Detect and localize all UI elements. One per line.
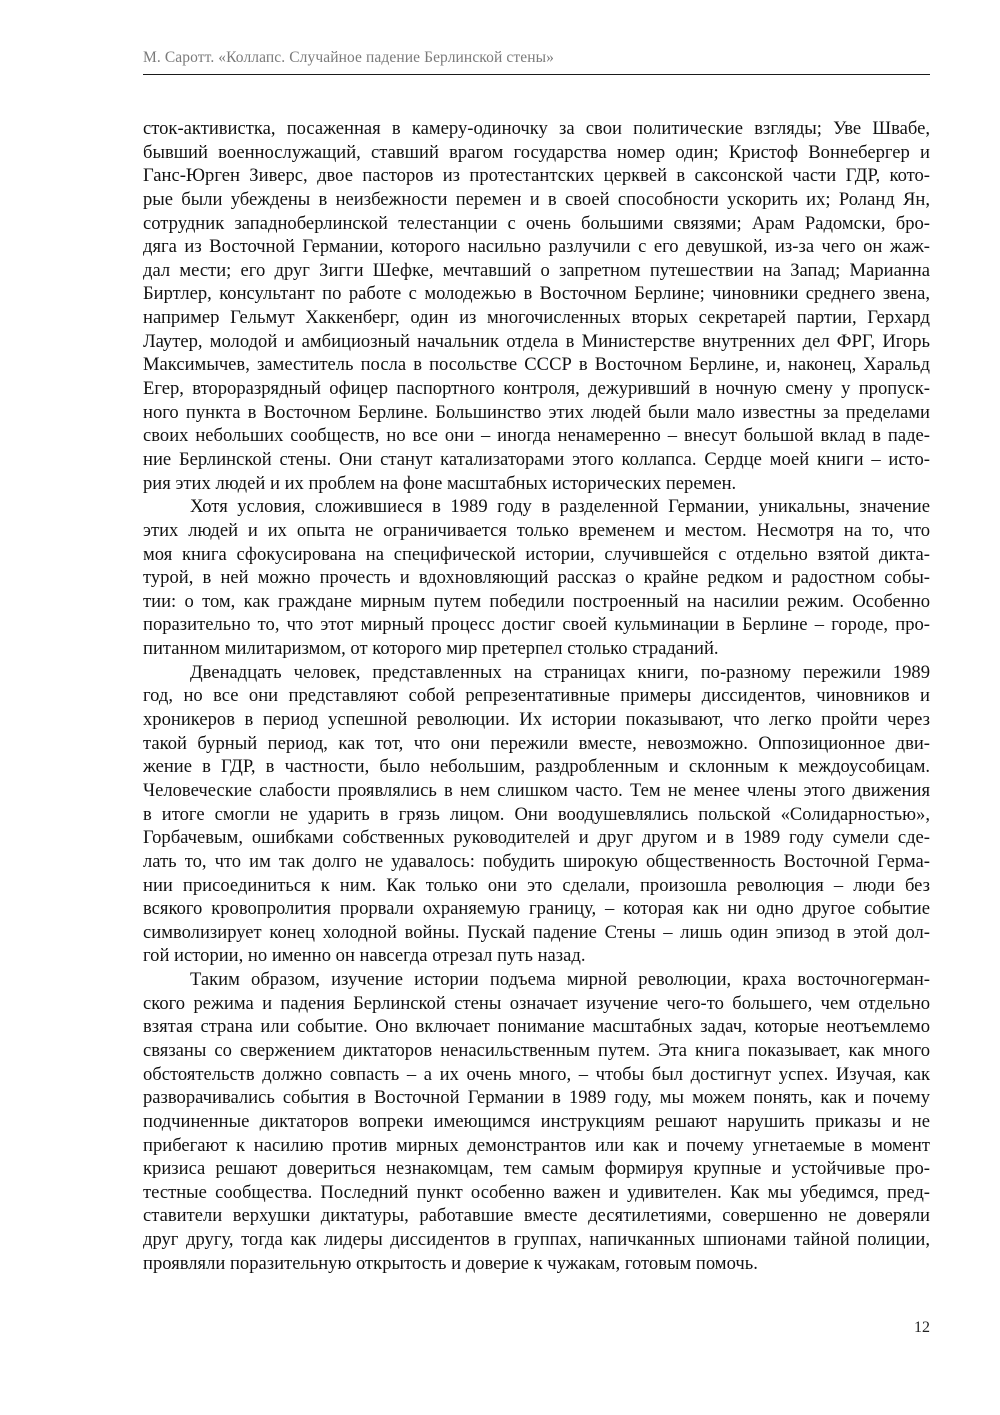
text-line: ние Берлинской стены. Они станут катализаторами этого коллапса. Сердце моей книги – исто- (143, 448, 930, 470)
text-line: прибегают к насилию против мирных демонстрантов или как и почему угнетаемые в момент (143, 1134, 930, 1156)
text-line: жение в ГДР, в частности, было небольшим, раздробленным и склонным к междоусобицам. (143, 756, 930, 778)
paragraph (143, 495, 930, 660)
text-line: бывший военнослужащий, ставший врагом государства номер один; Кристоф Воннебергер и (143, 141, 930, 163)
text-line: друг другу, тогда как лидеры диссидентов в группах, напичканных шпионами тайной полиции, (143, 1229, 930, 1251)
text-line: рия этих людей и их проблем на фоне масштабных исторических перемен. (143, 472, 737, 494)
paragraph (143, 661, 930, 968)
text-line: разворачивались события в Восточной Германии в 1989 году, мы можем понять, как и почему (143, 1087, 930, 1109)
text-line: Максимычев, заместитель посла в посольстве СССР в Восточном Берлине, и, наконец, Харальд (143, 354, 930, 376)
text-line: кризиса решают довериться незнакомцам, тем самым формируя крупные и устойчивые про- (143, 1158, 930, 1180)
text-line: гой истории, но именно он навсегда отрезал путь назад. (143, 945, 586, 967)
text-line: Двенадцать человек, представленных на страницах книги, по-разному пережили 1989 (190, 661, 930, 683)
text-line: своих небольших сообществ, но все они – иногда ненамеренно – внесут большой вклад в паде- (143, 425, 930, 447)
text-line: обстоятельств должно совпасть – а их очень много, – чтобы был достигнут успех. Изучая, как (143, 1063, 930, 1085)
page-number: 12 (914, 1319, 930, 1336)
text-line: например Гельмут Хаккенберг, один из многочисленных вторых секретарей партии, Герхард (143, 307, 930, 329)
text-line: моя книга сфокусирована на специфической истории, случившейся с отдельно взятой дикта- (143, 543, 930, 565)
text-line: дал мести; его друг Зигги Шефке, мечтавший о запретном путешествии на Запад; Марианна (143, 259, 930, 281)
text-line: Горбачевым, ошибками собственных руководителей и друг другом и в 1989 году сумели сде- (143, 827, 930, 849)
text-line: тестные сообщества. Последний пункт особенно важен и удивителен. Как мы убедимся, пред- (143, 1181, 930, 1203)
text-line: Лаутер, молодой и амбициозный начальник отдела в Министерстве внутренних дел ФРГ, Игорь (143, 330, 930, 352)
text-line: всякого кровопролития прорвали охраняемую границу, – которая как ни одно другое событие (143, 898, 930, 920)
text-line: ставители верхушки диктатуры, работавшие вместе десятилетиями, совершенно не доверяли (143, 1205, 930, 1227)
text-line: рые были убеждены в неизбежности перемен и в своей способности ускорить их; Роланд Ян, (143, 188, 930, 210)
text-line: этих людей и их опыта не ограничивается только временем и местом. Несмотря на то, что (143, 519, 930, 541)
text-line: Ганс-Юрген Зиверс, двое пасторов из протестантских церквей в саксонской части ГДР, кото- (143, 165, 930, 187)
paragraph (143, 117, 930, 495)
body-text (143, 117, 930, 1275)
text-line: Егер, второразрядный офицер паспортного контроля, дежуривший в ночную смену у пропуск- (143, 378, 930, 400)
text-line: Хотя условия, сложившиеся в 1989 году в разделенной Германии, уникальны, значение (190, 496, 930, 518)
text-line: хроникеров в период успешной революции. Их истории показывают, что легко пройти через (143, 709, 930, 731)
text-line: нии присоединиться к ним. Как только они это сделали, произошла революция – люди без (143, 874, 930, 896)
text-line: лать то, что им так долго не удавалось: побудить широкую общественность Восточной Герма- (143, 850, 930, 872)
text-line: поразительно то, что этот мирный процесс достиг своей кульминации в Берлине – городе, про- (143, 614, 930, 636)
text-line: сток-активистка, посаженная в камеру-одиночку за свои политические взгляды; Уве Швабе, (143, 118, 930, 139)
text-line: Человеческие слабости проявлялись в нем слишком часто. Тем не менее члены этого движения (143, 779, 930, 801)
text-line: турой, в ней можно прочесть и вдохновляющий рассказ о крайне редком и радостном собы- (143, 567, 930, 589)
paragraph (143, 968, 930, 1275)
text-line: год, но все они представляют собой репрезентативные примеры диссидентов, чиновников и (143, 685, 930, 707)
text-line: тии: о том, как граждане мирным путем победили построенный на насилии режим. Особенно (143, 590, 930, 612)
text-line: питанном милитаризмом, от которого мир претерпел столько страданий. (143, 638, 719, 660)
text-line: Биртлер, консультант по работе с молодежью в Восточном Берлине; чиновники среднего звена, (143, 283, 930, 305)
text-line: взятая страна или событие. Оно включает понимание масштабных задач, которые неотъемлемо (143, 1016, 930, 1038)
text-line: сотрудник западноберлинской телестанции с очень большими связями; Арам Радомски, бро- (143, 212, 930, 234)
text-line: символизирует конец холодной войны. Пускай падение Стены – лишь один эпизод в этой дол- (143, 921, 930, 943)
text-line: связаны со свержением диктаторов ненасильственным путем. Эта книга показывает, как много (143, 1039, 930, 1061)
text-line: ского режима и падения Берлинской стены означает изучение чего-то большего, чем отдельно (143, 992, 930, 1014)
text-line: подчиненные диктаторов вопреки имеющимся инструкциям решают нарушить приказы и не (143, 1110, 930, 1132)
text-line: дяга из Восточной Германии, которого насильно разлучили с его девушкой, из-за чего он жаж- (143, 236, 930, 258)
text-line: ного пункта в Восточном Берлине. Большинство этих людей были мало известны за пределами (143, 401, 930, 423)
running-header: М. Саротт. «Коллапс. Случайное падение Берлинской стены» (143, 49, 554, 66)
text-line: такой бурный период, как тот, что они пережили вместе, невозможно. Оппозиционное дви- (143, 732, 930, 754)
header-rule (143, 74, 930, 75)
text-line: проявляли поразительную открытость и доверие к чужакам, готовым помочь. (143, 1252, 758, 1274)
text-line: Таким образом, изучение истории подъема мирной революции, краха восточногерман- (190, 969, 930, 991)
text-line: в итоге смогли не ударить в грязь лицом. Они воодушевлялись польской «Солидарностью», (143, 803, 930, 825)
